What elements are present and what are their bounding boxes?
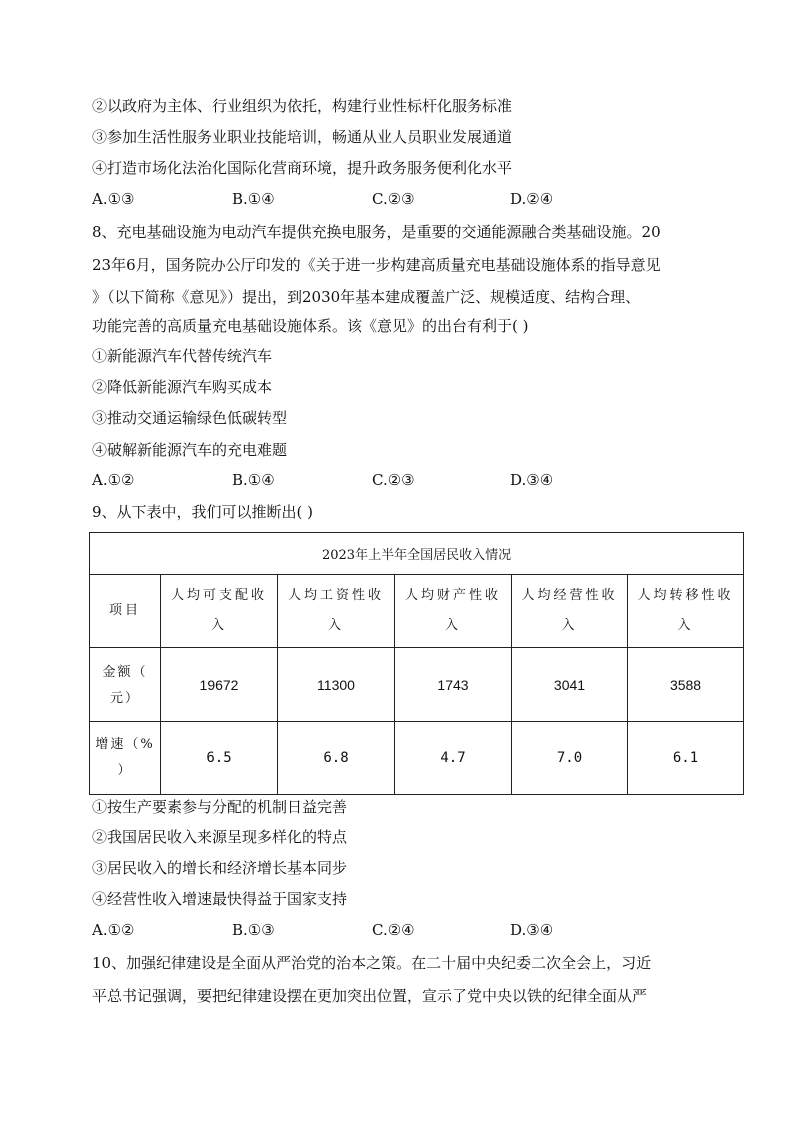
table-title: 2023年上半年全国居民收入情况: [90, 533, 744, 575]
header-disposable: 人均可支配收 入: [161, 575, 278, 648]
q8-option-b[interactable]: B.①④: [232, 471, 275, 489]
q8-stem-line-2: 23年6月，国务院办公厅印发的《关于进一步构建高质量充电基础设施体系的指导意见: [92, 256, 661, 274]
table-row-growth: [90, 722, 744, 795]
q8-option-d[interactable]: D.③④: [510, 471, 554, 489]
amount-cell: 19672: [161, 648, 278, 722]
q7-option-b[interactable]: B.①④: [232, 190, 275, 208]
amount-cell: 11300: [278, 648, 395, 722]
q8-item-4: ④破解新能源汽车的充电难题: [92, 441, 288, 459]
q9-item-2: ②我国居民收入来源呈现多样化的特点: [92, 828, 348, 846]
growth-cell: 6.8: [278, 722, 395, 795]
q8-stem-line-1: 8、充电基础设施为电动汽车提供充换电服务，是重要的交通能源融合类基础设施。20: [92, 223, 661, 241]
q7-item-3: ③参加生活性服务业职业技能培训，畅通从业人员职业发展通道: [92, 128, 513, 146]
q8-item-2: ②降低新能源汽车购买成本: [92, 378, 273, 396]
amount-cell: 1743: [395, 648, 512, 722]
amount-label: 金额（ 元）: [90, 648, 161, 722]
q9-item-1: ①按生产要素参与分配的机制日益完善: [92, 798, 348, 816]
growth-cell: 4.7: [395, 722, 512, 795]
table-header-row: [90, 575, 744, 648]
q8-option-c[interactable]: C.②③: [372, 471, 415, 489]
header-business: 人均经营性收 入: [512, 575, 628, 648]
header-label: 项目: [90, 575, 161, 648]
q7-item-4: ④打造市场化法治化国际化营商环境，提升政务服务便利化水平: [92, 159, 513, 177]
growth-cell: 6.1: [628, 722, 744, 795]
q8-option-a[interactable]: A.①②: [92, 471, 135, 489]
q7-option-a[interactable]: A.①③: [92, 190, 135, 208]
q9-stem: 9、从下表中，我们可以推断出( ): [92, 503, 314, 521]
q9-option-b[interactable]: B.①③: [232, 921, 275, 939]
growth-cell: 6.5: [161, 722, 278, 795]
header-transfer: 人均转移性收 入: [628, 575, 744, 648]
q7-option-c[interactable]: C.②③: [372, 190, 415, 208]
income-table: [89, 532, 744, 795]
q10-stem-line-1: 10、加强纪律建设是全面从严治党的治本之策。在二十届中央纪委二次全会上，习近: [92, 954, 652, 972]
table-row-amount: [90, 648, 744, 722]
q8-stem-line-3: 》（以下简称《意见》）提出，到2030年基本建成覆盖广泛、规模适度、结构合理、: [92, 288, 641, 306]
q9-item-3: ③居民收入的增长和经济增长基本同步: [92, 859, 348, 877]
q8-stem-line-4: 功能完善的高质量充电基础设施体系。该《意见》的出台有利于( ): [92, 317, 529, 335]
header-property: 人均财产性收 入: [395, 575, 512, 648]
table-title-row: [90, 533, 744, 575]
q8-item-1: ①新能源汽车代替传统汽车: [92, 347, 273, 365]
q7-item-2: ②以政府为主体、行业组织为依托，构建行业性标杆化服务标准: [92, 97, 513, 115]
amount-cell: 3041: [512, 648, 628, 722]
q7-option-d[interactable]: D.②④: [510, 190, 554, 208]
q9-option-a[interactable]: A.①②: [92, 921, 135, 939]
header-wage: 人均工资性收 入: [278, 575, 395, 648]
q9-option-c[interactable]: C.②④: [372, 921, 415, 939]
q9-option-d[interactable]: D.③④: [510, 921, 554, 939]
q9-item-4: ④经营性收入增速最快得益于国家支持: [92, 890, 348, 908]
q10-stem-line-2: 平总书记强调，要把纪律建设摆在更加突出位置，宣示了党中央以铁的纪律全面从严: [92, 987, 648, 1005]
growth-cell: 7.0: [512, 722, 628, 795]
amount-cell: 3588: [628, 648, 744, 722]
growth-label: 增速（% ）: [90, 722, 161, 795]
q8-item-3: ③推动交通运输绿色低碳转型: [92, 409, 288, 427]
